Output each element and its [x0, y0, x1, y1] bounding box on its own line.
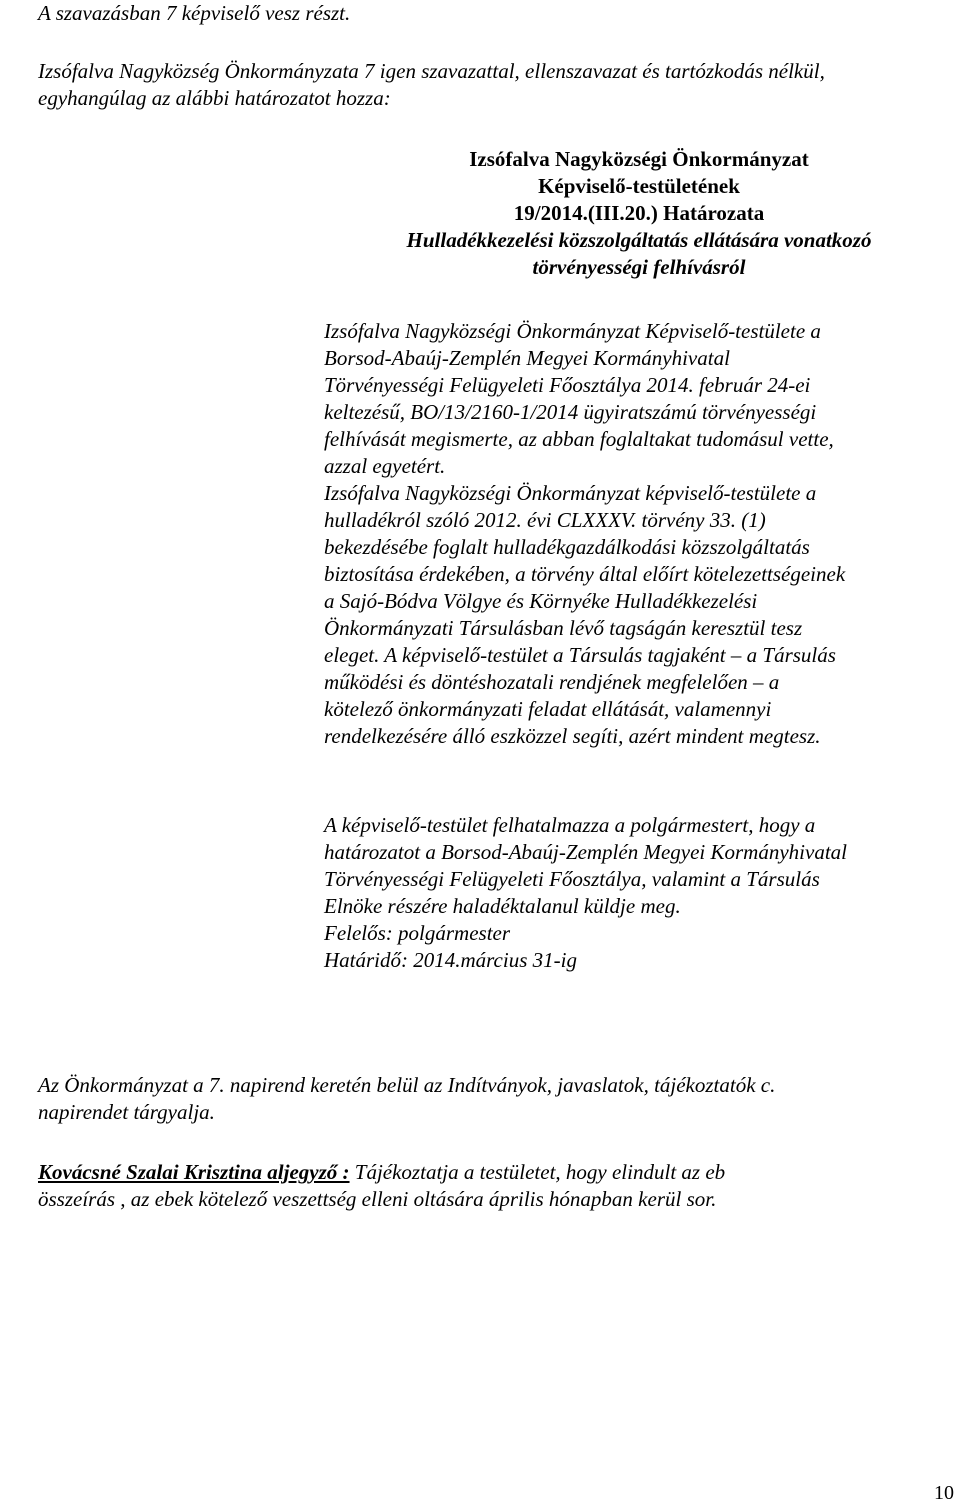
resolution-line: működési és döntéshozatali rendjének megfelelően – a	[324, 670, 780, 694]
intro-line: egyhangúlag az alábbi határozatot hozza:	[38, 86, 391, 110]
resolution-line: Izsófalva Nagyközségi Önkormányzat képviselő-testülete a	[324, 481, 817, 505]
notary-line	[38, 1159, 725, 1186]
resolution-line: eleget. A képviselő-testület a Társulás tagjaként – a Társulás	[324, 643, 836, 667]
agenda-section	[38, 1072, 775, 1126]
resolution-text	[324, 318, 845, 750]
vote-summary	[38, 58, 825, 112]
agenda-line: napirendet tárgyalja.	[38, 1100, 215, 1124]
resolution-line: biztosítása érdekében, a törvény által előírt kötelezettségeinek	[324, 562, 846, 586]
intro-section	[38, 0, 350, 27]
resolution-line: rendelkezésére álló eszközzel segíti, azért mindent megtesz.	[324, 724, 821, 748]
speaker-name: Kovácsné Szalai Krisztina aljegyző :	[38, 1160, 350, 1184]
page-number: 10	[934, 1482, 954, 1504]
authorization-line: Törvényességi Felügyeleti Főosztálya, valamint a Társulás	[324, 867, 820, 891]
resolution-line: keltezésű, BO/13/2160-1/2014 ügyiratszámú törvényességi	[324, 400, 817, 424]
resolution-line: kötelező önkormányzati feladat ellátását, valamennyi	[324, 697, 772, 721]
resolution-header	[324, 146, 954, 281]
resolution-line: Törvényességi Felügyeleti Főosztálya 2014. február 24-ei	[324, 373, 811, 397]
deadline: Határidő: 2014.március 31-ig	[324, 948, 577, 972]
agenda-line: Az Önkormányzat a 7. napirend keretén belül az Indítványok, javaslatok, tájékoztatók c.	[38, 1073, 776, 1097]
authorization-text	[324, 812, 847, 974]
resolution-line: azzal egyetért.	[324, 454, 446, 478]
resolution-body-name: Képviselő-testületének	[538, 174, 740, 198]
authorization-line: Elnöke részére haladéktalanul küldje meg.	[324, 894, 681, 918]
resolution-subject: Hulladékkezelési közszolgáltatás ellátására vonatkozó	[406, 228, 872, 252]
responsible-person: Felelős: polgármester	[324, 921, 511, 945]
resolution-line: a Sajó-Bódva Völgye és Környéke Hulladékkezelési	[324, 589, 758, 613]
resolution-line: Borsod-Abaúj-Zemplén Megyei Kormányhivatal	[324, 346, 730, 370]
resolution-line: Izsófalva Nagyközségi Önkormányzat Képviselő-testülete a	[324, 319, 821, 343]
resolution-line: bekezdésébe foglalt hulladékgazdálkodási közszolgáltatás	[324, 535, 810, 559]
authorization-line: A képviselő-testület felhatalmazza a polgármestert, hogy a	[324, 813, 816, 837]
resolution-number: 19/2014.(III.20.) Határozata	[513, 201, 765, 225]
intro-line: Izsófalva Nagyközség Önkormányzata 7 igen szavazattal, ellenszavazat és tartózkodás nélkül,	[38, 59, 825, 83]
resolution-issuer: Izsófalva Nagyközségi Önkormányzat	[469, 147, 809, 171]
resolution-line: hulladékról szóló 2012. évi CLXXXV. törvény 33. (1)	[324, 508, 766, 532]
authorization-line: határozatot a Borsod-Abaúj-Zemplén Megyei Kormányhivatal	[324, 840, 847, 864]
notary-text: Tájékoztatja a testületet, hogy elindult az eb	[349, 1160, 726, 1184]
notary-statement	[38, 1159, 725, 1213]
resolution-subject: törvényességi felhívásról	[532, 255, 746, 279]
notary-line: összeírás , az ebek kötelező veszettség elleni oltására április hónapban kerül sor.	[38, 1187, 717, 1211]
resolution-line: felhívását megismerte, az abban foglaltakat tudomásul vette,	[324, 427, 834, 451]
intro-line: A szavazásban 7 képviselő vesz részt.	[38, 1, 351, 25]
resolution-line: Önkormányzati Társulásban lévő tagságán keresztül tesz	[324, 616, 803, 640]
